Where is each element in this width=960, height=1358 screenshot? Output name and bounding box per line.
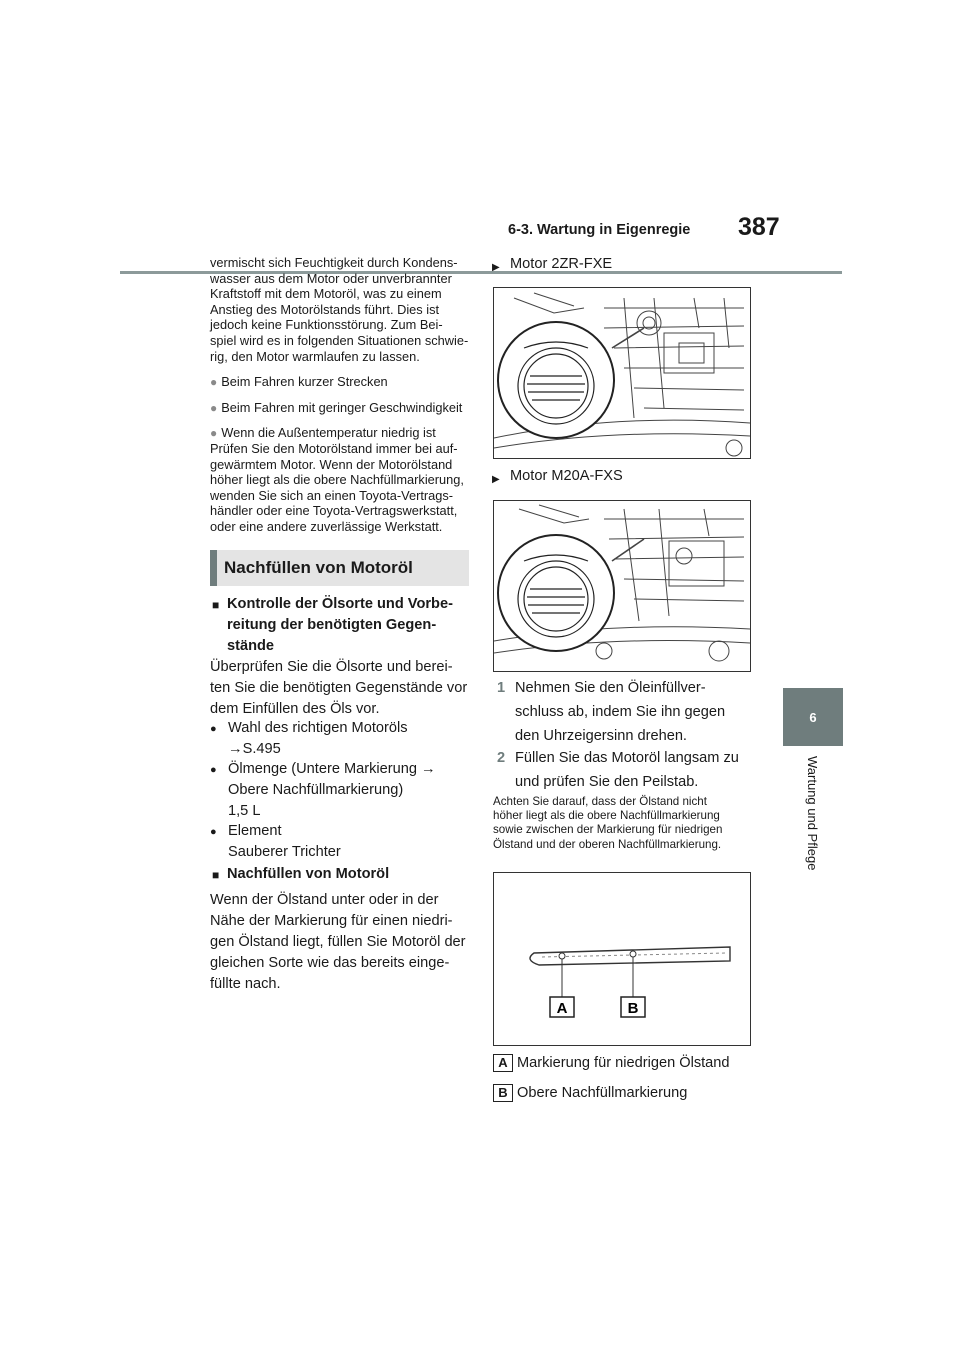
legend-b-text: Obere Nachfüllmarkierung (517, 1085, 688, 1101)
legend-a-text: Markierung für niedrigen Ölstand (517, 1055, 730, 1071)
text-line: Sauberer Trichter (228, 844, 341, 860)
chapter-label-text: Wartung und Pflege (805, 756, 820, 871)
legend-a-badge: A (493, 1054, 513, 1072)
check-paragraph (210, 441, 475, 535)
dipstick-illustration (494, 873, 750, 1045)
engine-figure-m20a (493, 500, 751, 672)
text-line: spiel wird es in folgenden Situationen schwie- (210, 332, 469, 348)
text-line: stände (227, 638, 275, 654)
text-line: Wenn der Ölstand unter oder in der (210, 892, 439, 908)
text-line: händler oder eine Toyota-Vertragswerkstatt, (210, 503, 458, 519)
oil-quantity: 1,5 L (228, 803, 261, 819)
text-line: Obere Nachfüllmarkierung) (228, 782, 404, 798)
text-line: jedoch keine Funktionsstörung. Zum Bei- (210, 317, 443, 333)
text-line: gen Ölstand liegt, füllen Sie Motoröl der (210, 934, 466, 950)
list-item-text: Wenn die Außentemperatur niedrig ist (221, 425, 436, 441)
intro-paragraph (210, 255, 475, 364)
list-item-oil-choice (228, 718, 478, 760)
engine-figure-2zr (493, 287, 751, 459)
text-line: Ölstand und der oberen Nachfüllmarkierung. (493, 837, 722, 851)
text-line: füllte nach. (210, 976, 281, 992)
text-line: ● Element (228, 823, 282, 839)
list-item (210, 400, 475, 417)
section-heading-text: Nachfüllen von Motoröl (224, 558, 413, 577)
note-paragraph (493, 795, 763, 852)
text-line: gleichen Sorte wie das bereits einge- (210, 955, 450, 971)
marker-a-label: A (556, 1000, 568, 1017)
engine-label-text: Motor 2ZR-FXE (510, 256, 613, 272)
chapter-label (804, 756, 824, 880)
list-item (210, 425, 475, 442)
subheading-oil-type (227, 594, 477, 657)
dipstick-figure (493, 872, 751, 1046)
list-item-element (228, 821, 478, 863)
section-heading-bar (210, 550, 217, 586)
engine-illustration (494, 501, 750, 671)
text-line: oder eine andere zuverlässige Werkstatt. (210, 518, 443, 534)
marker-b-label: B (627, 1000, 639, 1017)
text-line: schluss ab, indem Sie ihn gegen (515, 704, 726, 720)
text-line: vermischt sich Feuchtigkeit durch Kondens- (210, 255, 458, 270)
page-number: 387 (738, 213, 780, 241)
text-line: Prüfen Sie den Motorölstand immer bei auf- (210, 441, 458, 456)
legend-a (493, 1053, 730, 1074)
list-item-text: Beim Fahren kurzer Strecken (221, 374, 388, 389)
engine-label-text: Motor M20A-FXS (510, 468, 623, 484)
section-heading (210, 550, 469, 586)
text-line: ● Ölmenge (Untere Markierung → (228, 761, 436, 777)
step-number: 2 (497, 750, 506, 766)
text-line: höher liegt als die obere Nachfüllmarkierung, (210, 472, 464, 488)
text-line: wasser aus dem Motor oder unverbrannter (210, 270, 452, 286)
subheading-refill (227, 864, 477, 885)
text-line: reitung der benötigten Gegen- (227, 617, 437, 633)
text-line: wenden Sie sich an einen Toyota-Vertrags- (210, 487, 454, 503)
engine-label-m20a (510, 466, 623, 487)
page-reference: →S.495 (228, 741, 281, 757)
chapter-number: 6 (809, 709, 817, 725)
text-line: gewärmtem Motor. Wenn der Motorölstand (210, 456, 453, 472)
text-line: Nehmen Sie den Öleinfüllver- (515, 680, 706, 696)
text-line: Nähe der Markierung für einen niedri- (210, 913, 453, 929)
step-1 (497, 676, 755, 748)
text-line: Füllen Sie das Motoröl langsam zu (515, 750, 739, 766)
oil-type-paragraph (210, 657, 480, 720)
legend-b-badge: B (493, 1084, 513, 1102)
text-line: Anstieg des Motorölstands führt. Dies ist (210, 301, 440, 317)
text-line: Achten Sie darauf, dass der Ölstand nicht (493, 795, 707, 808)
step-2 (497, 746, 765, 794)
text-line: den Uhrzeigersinn drehen. (515, 728, 687, 744)
text-line: höher liegt als die obere Nachfüllmarkierung (493, 809, 720, 823)
text-line: ■ Nachfüllen von Motoröl (227, 866, 390, 882)
engine-label-2zr (510, 254, 612, 275)
text-line: und prüfen Sie den Peilstab. (515, 774, 699, 790)
list-item (210, 374, 475, 391)
text-line: Kraftstoff mit dem Motoröl, was zu einem (210, 286, 442, 302)
situations-list (210, 374, 475, 442)
legend-b (493, 1083, 687, 1104)
step-number: 1 (497, 680, 506, 696)
refill-paragraph (210, 890, 485, 995)
text-line: ● Wahl des richtigen Motoröls (228, 720, 408, 736)
text-line: rig, den Motor warmlaufen zu lassen. (210, 348, 420, 364)
list-item-oil-amount (228, 759, 478, 822)
text-line: ten Sie die benötigten Gegenstände vor (210, 680, 468, 696)
text-line: sowie zwischen der Markierung für niedrigen (493, 823, 723, 837)
text-line: ■ Kontrolle der Ölsorte und Vorbe- (227, 596, 453, 612)
chapter-tab (783, 688, 843, 746)
text-line: dem Einfüllen des Öls vor. (210, 701, 380, 717)
text-line: Überprüfen Sie die Ölsorte und berei- (210, 659, 453, 675)
list-item-text: Beim Fahren mit geringer Geschwindigkeit (221, 399, 463, 415)
section-title: 6-3. Wartung in Eigenregie (508, 222, 691, 238)
engine-illustration (494, 288, 750, 458)
